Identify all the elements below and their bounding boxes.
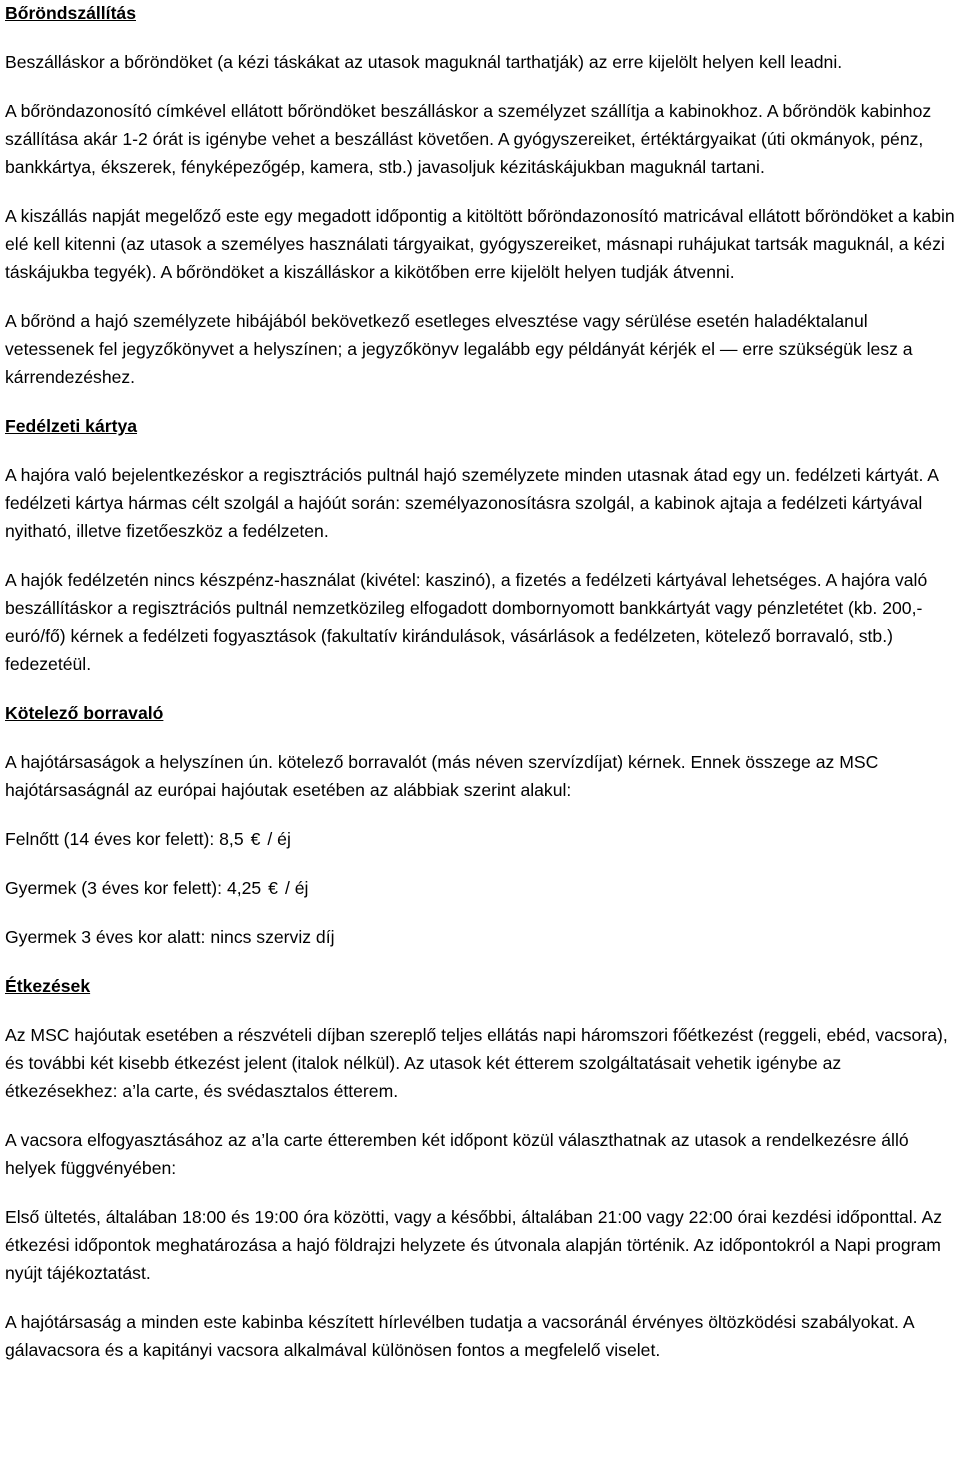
tips-child-rate (5, 874, 957, 902)
card-paragraph-2: A hajók fedélzetén nincs készpénz-használat (kivétel: kaszinó), a fizetés a fedélzeti kártyával lehetséges. A hajóra való beszállításkor a regisztrációs pultnál nemzetközileg elfogadott dombornyomott bankkártyát vagy pénzletétet (kb. 200,- euró/fő) kérnek a fedélzeti fogyasztások (fakultatív kirándulások, vásárlások a fedélzeten, kötelező borravaló, stb.) fedezetéül. (5, 570, 928, 674)
tips-adult-unit: / éj (267, 829, 291, 849)
document-page (5, 0, 957, 1364)
luggage-paragraph-4: A bőrönd a hajó személyzete hibájából bekövetkező esetleges elvesztése vagy sérülése esetén haladéktalanul vetessenek fel jegyzőkönyvet a helyszínen; a jegyzőkönyv legalább egy példányát kérjék el — erre szükségük lesz a kárrendezéshez. (5, 311, 913, 387)
luggage-paragraph-1: Beszálláskor a bőröndöket (a kézi táskákat az utasok maguknál tarthatják) az erre kijelölt helyen kell leadni. (5, 52, 843, 72)
meals-paragraph-1: Az MSC hajóutak esetében a részvételi díjban szereplő teljes ellátás napi háromszori főétkezést (reggeli, ebéd, vacsora), és további két kisebb étkezést jelent (italok nélkül). Az utasok két étterem szolgáltatásait vehetik igénybe az étkezésekhez: a’la carte, és svédasztalos étterem. (5, 1025, 948, 1101)
luggage-paragraph-3: A kiszállás napját megelőző este egy megadott időpontig a kitöltött bőröndazonosító matricával ellátott bőröndöket a kabin elé kell kitenni (az utasok a személyes használati tárgyaikat, gyógyszereiket, másnapi ruhájukat tartsák maguknál, a kézi táskájukba tegyék). A bőröndöket a kiszálláskor a kikötőben erre kijelölt helyen tudják átvenni. (5, 206, 955, 282)
luggage-paragraph-2: A bőröndazonosító címkével ellátott bőröndöket beszálláskor a személyzet szállítja a kabinokhoz. A bőröndök kabinhoz szállítása akár 1-2 órát is igénybe vehet a beszállást követően. A gyógyszereiket, értéktárgyaikat (úti okmányok, pénz, bankkártya, ékszerek, fényképezőgép, kamera, stb.) javasoljuk kézitáskájukban maguknál tartani. (5, 101, 932, 177)
tips-adult-rate (5, 825, 957, 853)
heading-mandatory-tips: Kötelező borravaló (5, 703, 164, 723)
meals-paragraph-4: A hajótársaság a minden este kabinba készített hírlevélben tudatja a vacsoránál érvényes öltözködési szabályokat. A gálavacsora és a kapitányi vacsora alkalmával különösen fontos a megfelelő viselet. (5, 1312, 914, 1360)
tips-paragraph-1: A hajótársaságok a helyszínen ún. kötelező borravalót (más néven szervízdíjat) kérnek. Ennek összege az MSC hajótársaságnál az európai hajóutak esetében az alábbiak szerint alakul: (5, 752, 879, 800)
tips-child-unit: / éj (284, 878, 309, 898)
euro-icon: € (268, 878, 278, 898)
tips-adult-label: Felnőtt (14 éves kor felett): 8,5 (5, 829, 244, 849)
heading-meals: Étkezések (5, 976, 91, 996)
tips-infant-rate: Gyermek 3 éves kor alatt: nincs szerviz díj (5, 927, 335, 947)
meals-paragraph-3: Első ültetés, általában 18:00 és 19:00 óra közötti, vagy a későbbi, általában 21:00 vagy 22:00 órai kezdési időponttal. Az étkezési időpontok meghatározása a hajó földrajzi helyzete és útvonala alapján történik. Az időpontokról a Napi program nyújt tájékoztatást. (5, 1207, 943, 1283)
euro-icon: € (250, 829, 261, 849)
meals-paragraph-2: A vacsora elfogyasztásához az a’la carte étteremben két időpont közül választhatnak az utasok a rendelkezésre álló helyek függvényében: (5, 1130, 909, 1178)
heading-luggage: Bőröndszállítás (5, 3, 136, 23)
tips-child-label: Gyermek (3 éves kor felett): 4,25 (5, 878, 262, 898)
heading-onboard-card: Fedélzeti kártya (5, 416, 138, 436)
card-paragraph-1: A hajóra való bejelentkezéskor a regisztrációs pultnál hajó személyzete minden utasnak átad egy un. fedélzeti kártyát. A fedélzeti kártya hármas célt szolgál a hajóút során: személyazonosításra szolgál, a kabinok ajtaja a fedélzeti kártyával nyitható, illetve fizetőeszköz a fedélzeten. (5, 465, 939, 541)
